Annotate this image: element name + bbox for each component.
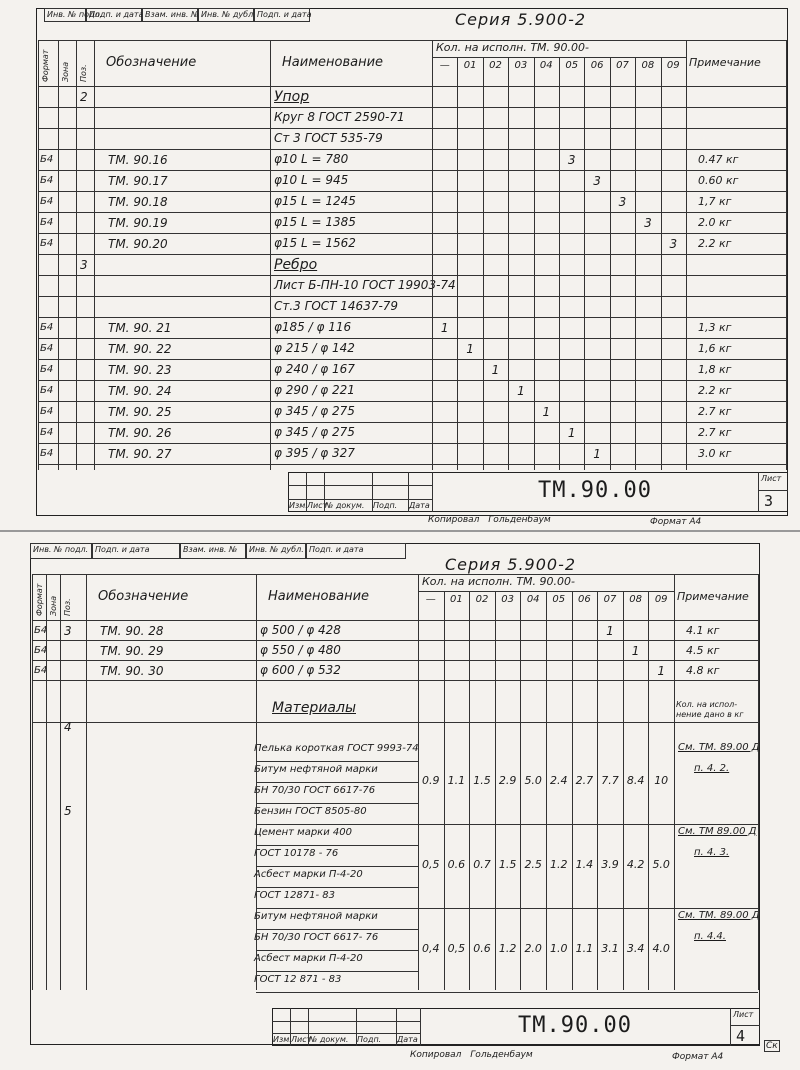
approval-cell: Подп. и дата [86, 8, 142, 22]
row-note: 4.8 кг [686, 664, 720, 677]
row-name: Круг 8 ГОСТ 2590-71 [274, 110, 405, 124]
material-value: 3.9 [601, 858, 619, 871]
row-qty: 1 [606, 624, 614, 638]
row-format: Б4 [40, 322, 54, 333]
approval-cell: Инв. № подл. [30, 543, 92, 559]
row-designation: ТМ. 90.19 [108, 216, 168, 230]
row-designation: ТМ. 90.20 [108, 237, 168, 251]
header-name: Наименование [282, 55, 384, 70]
series-label: Серия 5.900-2 [445, 555, 577, 574]
approval-cell: Инв. № подл. [44, 8, 86, 22]
row-qty: 3 [567, 153, 576, 167]
header-designation: Обозначение [106, 55, 197, 70]
material-item: Асбест марки П-4-20 [254, 953, 363, 964]
qty-col-header: 03 [514, 60, 528, 71]
material-line [256, 866, 418, 867]
material-line [256, 845, 418, 846]
row-format: Б4 [34, 625, 48, 636]
material-item: БН 70/30 ГОСТ 6617-76 [254, 785, 376, 796]
header-top-line [32, 574, 758, 575]
col-line [86, 574, 87, 990]
row-name: φ 500 / φ 428 [260, 623, 341, 637]
approval-cell: Взам. инв. № [142, 8, 198, 22]
row-name: Лист Б-ПН-10 ГОСТ 19903-74 [274, 278, 456, 292]
sheet-number: 4 [736, 1027, 747, 1045]
material-line [256, 803, 418, 804]
row-qty: 1 [466, 342, 474, 356]
qty-col-header: 06 [590, 60, 604, 71]
qty-col-line [648, 591, 649, 990]
row-designation: ТМ. 90. 28 [100, 624, 164, 638]
material-note-ref: п. 4.4. [694, 931, 726, 942]
materials-title: Материалы [272, 700, 356, 716]
row-note: 2.0 кг [698, 216, 732, 229]
title-label: Подп. [357, 1035, 382, 1044]
col-line [32, 574, 33, 990]
material-value: 0,4 [422, 942, 440, 955]
row-designation: ТМ. 90.17 [108, 174, 168, 188]
material-value: 2.0 [524, 942, 542, 955]
group-line [418, 992, 758, 993]
qty-col-line [444, 591, 445, 990]
document-code: ТМ.90.00 [518, 1013, 632, 1038]
row-name: φ10 L = 780 [274, 152, 349, 166]
row-designation: ТМ. 90. 24 [108, 384, 172, 398]
row-designation: ТМ. 90. 21 [108, 321, 172, 335]
material-item: ГОСТ 12871- 83 [254, 890, 336, 901]
row-note: 1,6 кг [698, 342, 732, 355]
row-name: φ185 / φ 116 [274, 320, 352, 334]
col-line [758, 574, 759, 990]
title-label: Дата [397, 1035, 418, 1044]
row-format: Б4 [40, 217, 54, 228]
material-value: 0.7 [473, 858, 491, 871]
row-qty: 3 [593, 174, 601, 188]
material-value: 1.2 [498, 942, 517, 955]
material-value: 4.2 [626, 858, 645, 871]
row-name: φ 240 / φ 167 [274, 362, 355, 376]
row-note: 1,8 кг [698, 363, 732, 376]
row-name: Ст 3 ГОСТ 535-79 [274, 131, 383, 145]
footer-copied-label: Копировал [428, 515, 480, 525]
material-note-ref: п. 4. 2. [694, 763, 730, 774]
qty-col-header: 05 [552, 594, 566, 605]
title-grid-line [730, 1008, 731, 1046]
row-qty: 1 [657, 664, 665, 678]
material-value: 1.5 [498, 858, 517, 871]
group-pos: 4 [64, 720, 72, 734]
series-label: Серия 5.900-2 [455, 10, 587, 29]
material-value: 10 [654, 774, 669, 787]
row-qty: 1 [440, 321, 449, 335]
row-qty: 3 [644, 216, 652, 230]
row-note: 1,3 кг [698, 321, 732, 334]
material-value: 5.0 [524, 774, 542, 787]
col-line [418, 574, 419, 990]
footer-format: Формат А4 [672, 1052, 724, 1062]
title-label: Лист [307, 501, 328, 510]
sheet-2-frame [30, 543, 760, 1045]
header-format: Формат [41, 49, 50, 82]
row-format: Б4 [34, 645, 48, 656]
col-line [256, 574, 257, 990]
row-note: 0.60 кг [698, 174, 739, 187]
approval-cell: Подп. и дата [254, 8, 310, 22]
header-pos: Поз. [79, 64, 88, 82]
footer-copied-label: Копировал [410, 1050, 462, 1060]
material-value: 1.0 [550, 942, 568, 955]
material-value: 2.5 [524, 858, 542, 871]
material-line [256, 971, 418, 972]
material-value: 1.1 [447, 774, 466, 787]
header-zone: Зона [49, 595, 58, 616]
row-name: φ 550 / φ 480 [260, 643, 341, 657]
group-pos: 5 [64, 804, 72, 818]
material-item: Бензин ГОСТ 8505-80 [254, 806, 367, 817]
header-format: Формат [35, 583, 44, 616]
title-label: Изм. [273, 1035, 292, 1044]
title-label: № докум. [325, 501, 365, 510]
row-note: 0.47 кг [698, 153, 739, 166]
row-name: Упор [274, 89, 310, 105]
qty-col-header: 07 [616, 60, 629, 71]
approval-cell: Инв. № дубл. [198, 8, 254, 22]
row-name: φ15 L = 1385 [274, 215, 356, 229]
qty-col-header: 05 [565, 60, 579, 71]
row-name: φ 600 / φ 532 [260, 663, 341, 677]
footer-copier-name: Гольденбаум [488, 515, 551, 525]
header-name: Наименование [268, 589, 370, 604]
material-line [256, 887, 418, 888]
material-value: 2.7 [575, 774, 594, 787]
row-format: Б4 [40, 175, 54, 186]
material-value: 3.4 [626, 942, 645, 955]
footer-copied [410, 1050, 533, 1060]
row-name: φ 395 / φ 327 [274, 446, 355, 460]
qty-col-line [495, 591, 496, 990]
row-designation: ТМ. 90. 26 [108, 426, 172, 440]
title-label: Изм. [289, 501, 308, 510]
qty-col-header: 08 [629, 594, 642, 605]
qty-col-header: 08 [641, 60, 655, 71]
row-designation: ТМ. 90.16 [108, 153, 168, 167]
material-value: 1.1 [575, 942, 594, 955]
row-designation: ТМ. 90. 29 [100, 644, 164, 658]
row-designation: ТМ. 90. 27 [108, 447, 172, 461]
material-value: 0.9 [422, 774, 440, 787]
material-value: 0.6 [473, 942, 491, 955]
material-line [256, 908, 418, 909]
row-format: Б4 [40, 364, 54, 375]
material-line [256, 992, 418, 993]
qty-col-header: — [439, 60, 450, 71]
approval-cell: Подп. и дата [306, 543, 406, 559]
corner-mark: Ск [766, 1041, 778, 1051]
row-format: Б4 [40, 238, 54, 249]
row-pos: 3 [80, 258, 88, 272]
row-designation: ТМ. 90. 22 [108, 342, 172, 356]
row-qty: 3 [669, 237, 678, 251]
approval-cell: Инв. № дубл. [246, 543, 306, 559]
material-note-ref: п. 4. 3. [694, 847, 730, 858]
row-note: 1,7 кг [698, 195, 732, 208]
row-name: φ15 L = 1245 [274, 194, 356, 208]
row-qty: 3 [618, 195, 627, 209]
material-item: Цемент марки 400 [254, 827, 352, 838]
row-designation: ТМ. 90. 30 [100, 664, 164, 678]
title-label: Подп. [373, 501, 398, 510]
row-name: φ15 L = 1562 [274, 236, 356, 250]
qty-col-header: 09 [666, 60, 680, 71]
material-value: 1.4 [575, 858, 594, 871]
qty-col-header: 04 [526, 594, 540, 605]
materials-note: Кол. на испол- нение дано в кг [676, 700, 744, 719]
material-item: Битум нефтяной марки [254, 764, 378, 775]
material-value: 5.0 [652, 858, 670, 871]
row-format: Б4 [40, 427, 54, 438]
row-format: Б4 [40, 154, 54, 165]
qty-col-header: 09 [654, 594, 668, 605]
header-pos: Поз. [63, 598, 72, 616]
col-line [60, 574, 61, 990]
qty-col-header: — [425, 594, 436, 605]
title-grid-line [730, 1025, 760, 1026]
title-label: Лист [291, 1035, 312, 1044]
material-value: 0,5 [447, 942, 466, 955]
qty-col-header: 02 [489, 60, 502, 71]
material-item: БН 70/30 ГОСТ 6617- 76 [254, 932, 379, 943]
material-line [256, 782, 418, 783]
title-grid-line [272, 1021, 420, 1022]
header-qty-title: Кол. на исполн. ТМ. 90.00- [436, 41, 589, 54]
header-qty-title: Кол. на исполн. ТМ. 90.00- [422, 575, 575, 588]
title-label: Дата [409, 501, 430, 510]
sheet-number: 3 [764, 492, 775, 510]
row-name: φ10 L = 945 [274, 173, 349, 187]
qty-col-line [597, 591, 598, 990]
row-note: 2.2 кг [698, 384, 732, 397]
footer-copier-name: Гольденбаум [470, 1050, 533, 1060]
row-note: 2.7 кг [698, 426, 732, 439]
footer-format: Формат А4 [650, 517, 702, 527]
row-format: Б4 [40, 196, 54, 207]
sheet-label: Лист [761, 474, 782, 483]
material-value: 7.7 [601, 774, 619, 787]
row-name: φ 215 / φ 142 [274, 341, 355, 355]
approval-cell: Подп. и дата [92, 543, 180, 559]
row-note: 2.2 кг [698, 237, 732, 250]
qty-col-header: 01 [450, 594, 463, 605]
row-name: Ст.3 ГОСТ 14637-79 [274, 299, 399, 313]
material-item: Битум нефтяной марки [254, 911, 378, 922]
material-line [256, 824, 418, 825]
header-note: Примечание [677, 590, 749, 603]
material-value: 2.4 [550, 774, 568, 787]
qty-col-line [469, 591, 470, 990]
row-note: 4.1 кг [686, 624, 720, 637]
title-label: № докум. [309, 1035, 349, 1044]
header-note: Примечание [689, 56, 761, 69]
row-qty: 1 [517, 384, 525, 398]
sheet-label: Лист [733, 1010, 754, 1019]
row-name: φ 345 / φ 275 [274, 404, 355, 418]
qty-col-header: 01 [463, 60, 477, 71]
row-format: Б4 [40, 343, 54, 354]
material-note: См. ТМ. 89.00 Д [678, 910, 760, 921]
row-format: Б4 [40, 406, 54, 417]
material-item: ГОСТ 12 871 - 83 [254, 974, 342, 985]
row-qty: 1 [542, 405, 551, 419]
qty-col-line [623, 591, 624, 990]
row-format: Б4 [40, 385, 54, 396]
row-qty: 1 [593, 447, 601, 461]
row-qty: 1 [631, 644, 640, 658]
material-value: 4.0 [652, 942, 670, 955]
material-value: 0,5 [422, 858, 440, 871]
material-note: См. ТМ. 89.00 Д [678, 742, 760, 753]
material-value: 3.1 [601, 942, 619, 955]
material-line [256, 761, 418, 762]
row-note: 2.7 кг [698, 405, 732, 418]
material-item: Асбест марки П-4-20 [254, 869, 363, 880]
row-qty: 1 [567, 426, 576, 440]
qty-col-line [520, 591, 521, 990]
material-value: 0.6 [447, 858, 466, 871]
qty-col-header: 03 [501, 594, 514, 605]
material-value: 2.9 [498, 774, 517, 787]
row-name: φ 345 / φ 275 [274, 425, 355, 439]
qty-col-header: 07 [603, 594, 617, 605]
row-format: Б4 [40, 448, 54, 459]
header-designation: Обозначение [98, 589, 189, 604]
material-line [256, 929, 418, 930]
col-line [46, 574, 47, 990]
material-item: Пелька короткая ГОСТ 9993-74 [254, 743, 419, 754]
qty-col-header: 06 [578, 594, 591, 605]
row-pos: 2 [80, 90, 88, 104]
material-item: ГОСТ 10178 - 76 [254, 848, 339, 859]
qty-col-line [572, 591, 573, 990]
material-value: 1.5 [473, 774, 491, 787]
material-line [256, 950, 418, 951]
row-designation: ТМ. 90. 23 [108, 363, 172, 377]
row-format: Б4 [34, 665, 48, 676]
document-code: ТМ.90.00 [538, 478, 652, 503]
row-designation: ТМ. 90.18 [108, 195, 168, 209]
row-name: Ребро [274, 257, 318, 273]
row-note: 4.5 кг [686, 644, 720, 657]
material-value: 8.4 [626, 774, 645, 787]
qty-col-header: 02 [475, 594, 489, 605]
row-pos: 3 [64, 624, 72, 638]
col-line [674, 574, 675, 990]
row-note: 3.0 кг [698, 447, 732, 460]
material-value: 1.2 [550, 858, 568, 871]
approval-cell: Взам. инв. № [180, 543, 246, 559]
row-name: φ 290 / φ 221 [274, 383, 355, 397]
row-qty: 1 [491, 363, 500, 377]
row-designation: ТМ. 90. 25 [108, 405, 172, 419]
qty-col-line [546, 591, 547, 990]
header-zone: Зона [61, 61, 70, 82]
material-note: См. ТМ 89.00 Д [678, 826, 757, 837]
qty-col-header: 04 [539, 60, 553, 71]
